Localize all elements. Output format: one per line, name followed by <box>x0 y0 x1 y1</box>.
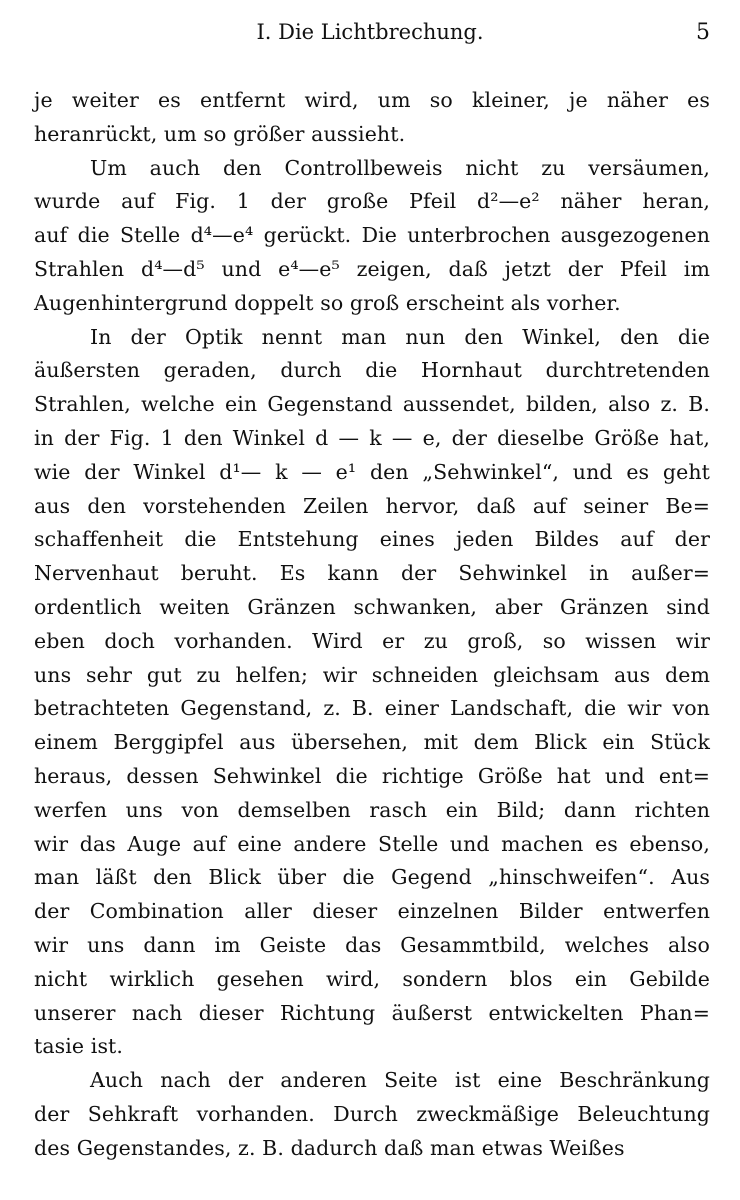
text-line: Augenhintergrund doppelt so groß erscheint als vorher. <box>34 290 621 315</box>
paragraph <box>34 321 710 1065</box>
text-line: betrachteten Gegenstand, z. B. einer Landschaft, die wir von <box>34 696 710 721</box>
text-line: aus den vorstehenden Zeilen hervor, daß auf seiner Be= <box>34 493 710 518</box>
text-line: Auch nach der anderen Seite ist eine Beschränkung <box>90 1068 710 1093</box>
chapter-title: I. Die Lichtbrechung. <box>256 20 484 44</box>
text-line: man läßt den Blick über die Gegend „hinschweifen“. Aus <box>34 865 710 890</box>
text-line: eben doch vorhanden. Wird er zu groß, so wissen wir <box>34 628 710 653</box>
text-line: Nervenhaut beruht. Es kann der Sehwinkel in außer= <box>34 561 710 586</box>
text-line: heraus, dessen Sehwinkel die richtige Größe hat und ent= <box>34 763 710 788</box>
text-line: der Sehkraft vorhanden. Durch zweckmäßige Beleuchtung <box>34 1101 710 1126</box>
text-line: je weiter es entfernt wird, um so kleiner, je näher es <box>34 88 710 112</box>
text-line: wie der Winkel d¹— k — e¹ den „Sehwinkel“, und es geht <box>34 459 710 484</box>
text-line: tasie ist. <box>34 1034 124 1059</box>
text-line: In der Optik nennt man nun den Winkel, den die <box>90 324 710 349</box>
text-line: wurde auf Fig. 1 der große Pfeil d²—e² näher heran, <box>34 189 710 214</box>
text-line: Strahlen, welche ein Gegenstand aussendet, bilden, also z. B. <box>34 392 710 417</box>
text-line: in der Fig. 1 den Winkel d — k — e, der dieselbe Größe hat, <box>34 425 710 450</box>
text-line: einem Berggipfel aus übersehen, mit dem Blick ein Stück <box>34 730 710 755</box>
text-line: der Combination aller dieser einzelnen Bilder entwerfen <box>34 899 710 924</box>
text-line: Um auch den Controllbeweis nicht zu versäumen, <box>90 155 710 180</box>
paragraph <box>34 152 710 321</box>
text-line: auf die Stelle d⁴—e⁴ gerückt. Die unterbrochen ausgezogenen <box>34 223 710 248</box>
text-line: wir uns dann im Geiste das Gesammtbild, welches also <box>34 932 710 957</box>
text-line: des Gegenstandes, z. B. dadurch daß man etwas Weißes <box>34 1135 625 1160</box>
text-line: ordentlich weiten Gränzen schwanken, aber Gränzen sind <box>34 594 710 619</box>
page-number: 5 <box>696 20 710 45</box>
text-line: werfen uns von demselben rasch ein Bild; dann richten <box>34 797 710 822</box>
text-line: uns sehr gut zu helfen; wir schneiden gleichsam aus dem <box>34 662 710 687</box>
body-text <box>34 84 710 1166</box>
text-line: Strahlen d⁴—d⁵ und e⁴—e⁵ zeigen, daß jetzt der Pfeil im <box>34 256 710 281</box>
text-line: äußersten geraden, durch die Hornhaut durchtretenden <box>34 358 710 383</box>
text-line: heranrückt, um so größer aussieht. <box>34 121 406 146</box>
text-line: wir das Auge auf eine andere Stelle und machen es ebenso, <box>34 831 710 856</box>
text-line: schaffenheit die Entstehung eines jeden Bildes auf der <box>34 527 710 552</box>
running-head <box>0 20 740 50</box>
paragraph <box>34 84 710 152</box>
paragraph <box>34 1064 710 1165</box>
text-line: unserer nach dieser Richtung äußerst entwickelten Phan= <box>34 1000 710 1025</box>
text-line: nicht wirklich gesehen wird, sondern blos ein Gebilde <box>34 966 710 991</box>
